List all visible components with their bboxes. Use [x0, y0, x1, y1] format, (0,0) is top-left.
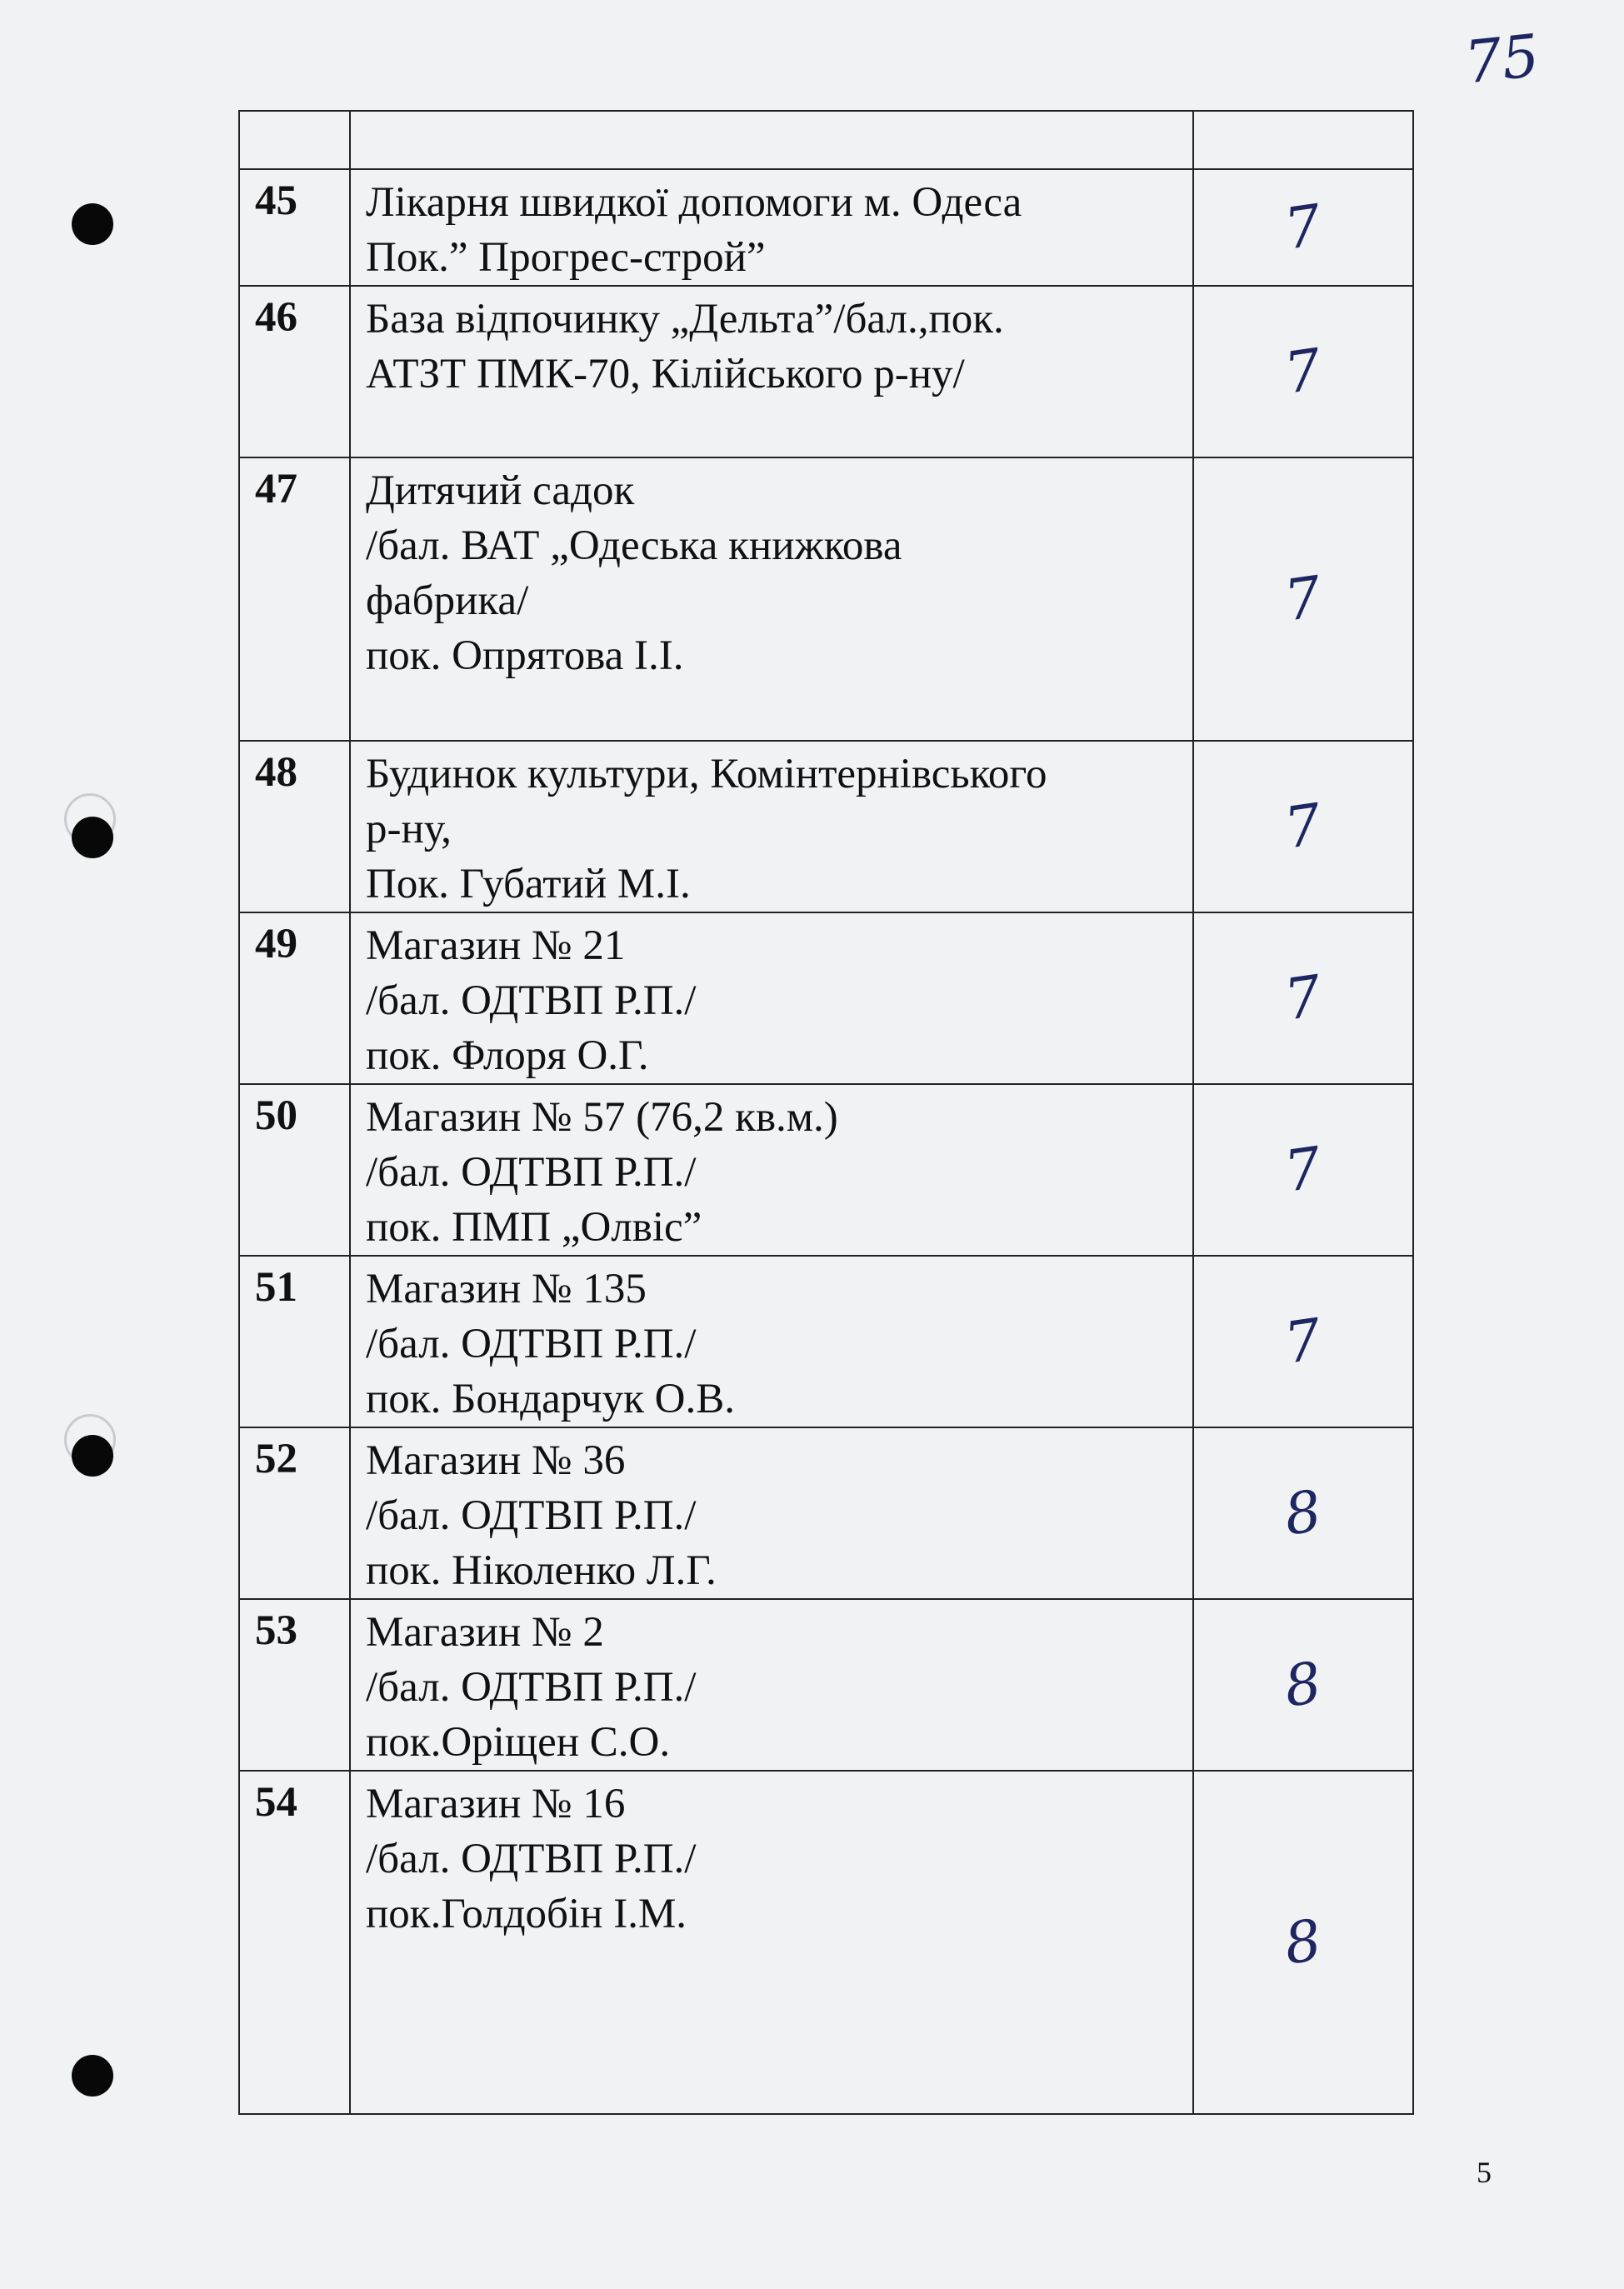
sheet-number: 75 — [1461, 21, 1543, 97]
description-line: /бал. ОДТВП Р.П./ — [366, 1836, 697, 1882]
description-line: Магазин № 135 — [366, 1266, 647, 1312]
row-number: 51 — [239, 1256, 350, 1427]
description-line: /бал. ВАТ „Одеська книжкова — [366, 522, 902, 569]
row-description — [350, 1427, 1193, 1599]
row-description — [350, 1599, 1193, 1771]
table-row — [239, 912, 1413, 1084]
description-line: /бал. ОДТВП Р.П./ — [366, 1492, 697, 1539]
row-number: 53 — [239, 1599, 350, 1771]
description-line: р-ну, — [366, 806, 452, 852]
row-number: 50 — [239, 1084, 350, 1256]
description-line: пок.Голдобін І.М. — [366, 1891, 687, 1937]
handwritten-page-count: 7 — [1281, 1306, 1326, 1377]
description-line: Лікарня швидкої допомоги м. Одеса — [366, 179, 1022, 226]
header-description-cell — [350, 111, 1193, 169]
row-description — [350, 741, 1193, 912]
description-line: АТЗТ ПМК-70, Кілійського р-ну/ — [366, 351, 965, 397]
row-pages-cell — [1193, 1599, 1413, 1771]
table-row — [239, 286, 1413, 457]
handwritten-page-count: 8 — [1281, 1907, 1326, 1978]
description-line: /бал. ОДТВП Р.П./ — [366, 1321, 697, 1367]
handwritten-page-count: 7 — [1281, 1134, 1326, 1206]
row-description — [350, 1084, 1193, 1256]
punch-hole — [72, 2055, 113, 2097]
handwritten-page-count: 7 — [1281, 563, 1326, 635]
row-description — [350, 1771, 1193, 2114]
table-row — [239, 1599, 1413, 1771]
handwritten-page-count: 8 — [1281, 1477, 1326, 1549]
row-description — [350, 169, 1193, 286]
header-row — [239, 111, 1413, 169]
table-row — [239, 169, 1413, 286]
page-number: 5 — [1477, 2156, 1492, 2189]
description-line: пок. Ніколенко Л.Г. — [366, 1547, 717, 1594]
row-pages-cell — [1193, 741, 1413, 912]
description-line: пок.Оріщен С.О. — [366, 1719, 671, 1766]
row-description — [350, 912, 1193, 1084]
punch-hole — [72, 1435, 113, 1477]
table-row — [239, 1427, 1413, 1599]
description-line: Магазин № 36 — [366, 1437, 626, 1484]
row-number: 47 — [239, 457, 350, 741]
row-description — [350, 1256, 1193, 1427]
header-num-cell — [239, 111, 350, 169]
description-line: /бал. ОДТВП Р.П./ — [366, 1664, 697, 1711]
row-pages-cell — [1193, 457, 1413, 741]
handwritten-page-count: 7 — [1281, 791, 1326, 862]
description-line: пок. Флоря О.Г. — [366, 1032, 649, 1079]
punch-hole — [72, 203, 113, 245]
description-line: пок. Опрятова І.І. — [366, 632, 684, 679]
description-line: Магазин № 16 — [366, 1781, 626, 1827]
description-line: Магазин № 57 (76,2 кв.м.) — [366, 1094, 838, 1141]
row-pages-cell — [1193, 912, 1413, 1084]
header-pages-cell — [1193, 111, 1413, 169]
description-line: База відпочинку „Дельта”/бал.,пок. — [366, 296, 1004, 342]
handwritten-page-count: 7 — [1281, 962, 1326, 1034]
table-row — [239, 741, 1413, 912]
punch-hole — [72, 817, 113, 858]
table-row — [239, 457, 1413, 741]
description-line: Пок.” Прогрес-строй” — [366, 234, 766, 281]
description-line: пок. ПМП „Олвіс” — [366, 1204, 702, 1251]
row-pages-cell — [1193, 1771, 1413, 2114]
description-line: Будинок культури, Комінтернівського — [366, 751, 1047, 797]
description-line: Пок. Губатий М.І. — [366, 861, 691, 907]
row-number: 52 — [239, 1427, 350, 1599]
row-pages-cell — [1193, 286, 1413, 457]
inventory-table — [238, 110, 1414, 2115]
row-pages-cell — [1193, 1084, 1413, 1256]
row-number: 45 — [239, 169, 350, 286]
row-number: 46 — [239, 286, 350, 457]
description-line: фабрика/ — [366, 577, 529, 624]
handwritten-page-count: 8 — [1281, 1649, 1326, 1721]
description-line: Магазин № 21 — [366, 922, 626, 969]
row-number: 48 — [239, 741, 350, 912]
table-row — [239, 1256, 1413, 1427]
row-pages-cell — [1193, 1427, 1413, 1599]
row-number: 54 — [239, 1771, 350, 2114]
description-line: пок. Бондарчук О.В. — [366, 1376, 735, 1422]
handwritten-page-count: 7 — [1281, 336, 1326, 407]
row-pages-cell — [1193, 169, 1413, 286]
description-line: Магазин № 2 — [366, 1609, 604, 1656]
description-line: Дитячий садок — [366, 467, 635, 514]
table-row — [239, 1771, 1413, 2114]
description-line: /бал. ОДТВП Р.П./ — [366, 1149, 697, 1196]
description-line: /бал. ОДТВП Р.П./ — [366, 977, 697, 1024]
row-description — [350, 286, 1193, 457]
handwritten-page-count: 7 — [1281, 192, 1326, 263]
row-number: 49 — [239, 912, 350, 1084]
row-pages-cell — [1193, 1256, 1413, 1427]
table-row — [239, 1084, 1413, 1256]
row-description — [350, 457, 1193, 741]
